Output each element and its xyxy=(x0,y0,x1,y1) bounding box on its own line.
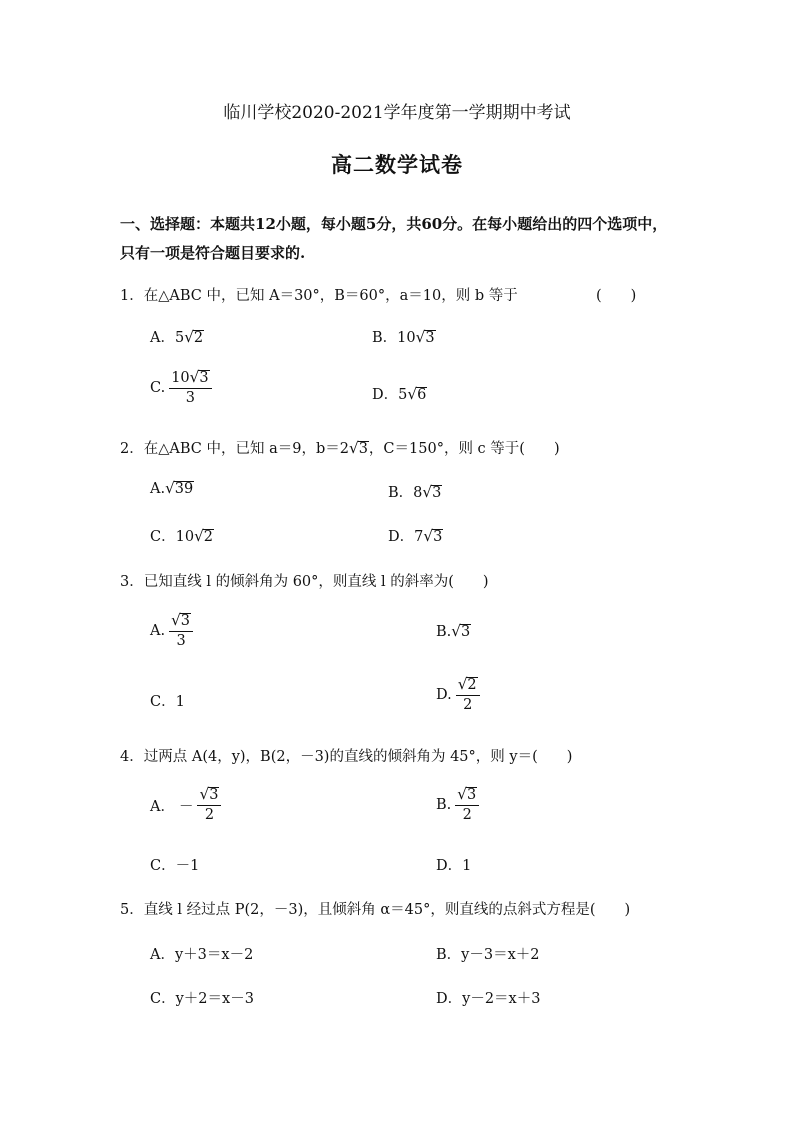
q5-option-b: B．y－3＝x＋2 xyxy=(436,947,540,963)
fraction: √ 3 2 xyxy=(197,787,221,823)
radical: √ 3 xyxy=(415,328,435,346)
radical: √ 3 xyxy=(422,483,442,501)
answer-paren: ( ) xyxy=(596,288,637,304)
fraction: √ 3 3 xyxy=(169,613,193,649)
fraction: √ 2 2 xyxy=(456,677,480,713)
question-number: 5． xyxy=(120,902,144,918)
radical: √ 3 xyxy=(423,527,443,545)
q3-option-d: D. √ 2 2 xyxy=(436,677,480,713)
q3-option-a: A. √ 3 3 xyxy=(150,613,193,649)
radical: √ 2 xyxy=(184,328,204,346)
exam-title: 临川学校2020-2021学年度第一学期期中考试 xyxy=(223,103,571,123)
question-stem: 在△ABC 中，已知 A＝30°，B＝60°，a＝10，则 b 等于 xyxy=(143,288,518,304)
radical: √ 6 xyxy=(407,385,427,403)
fraction: 10 √ 3 3 xyxy=(169,370,211,406)
q2-option-c: C．10 √ 2 xyxy=(150,527,213,545)
question-1 xyxy=(120,284,518,305)
question-stem: 已知直线 l 的倾斜角为 60°，则直线 l 的斜率为( ) xyxy=(143,574,489,590)
q2-option-b: B．8 √ 3 xyxy=(388,483,442,501)
q5-option-a: A．y＋3＝x－2 xyxy=(150,947,254,963)
question-2: 2．在△ABC 中，已知 a＝9，b＝2 √ 3 ，C＝150°，则 c 等于( ) xyxy=(120,439,560,457)
paper-subject-title: 高二数学试卷 xyxy=(331,152,463,177)
q2-option-d: D．7 √ 3 xyxy=(388,527,443,545)
radical: √ 2 xyxy=(194,527,213,545)
q1-option-b: B．10 √ 3 xyxy=(372,328,435,346)
q5-option-c: C．y＋2＝x－3 xyxy=(150,991,254,1007)
fraction: √ 3 2 xyxy=(455,787,479,823)
q1-option-d: D．5 √ 6 xyxy=(372,385,427,403)
q2-option-a: A. √ 39 xyxy=(150,479,194,497)
radical: √ 3 xyxy=(451,622,471,640)
question-number: 3． xyxy=(120,574,144,590)
question-5 xyxy=(120,898,630,919)
radical: √ 39 xyxy=(165,479,194,497)
q4-option-d: D．1 xyxy=(436,858,472,874)
question-4 xyxy=(120,745,572,766)
question-number: 4． xyxy=(120,749,144,765)
q4-option-b: B. √ 3 2 xyxy=(436,787,479,823)
question-stem: 过两点 A(4，y)，B(2，－3)的直线的倾斜角为 45°，则 y＝( ) xyxy=(143,749,573,765)
q5-option-d: D．y－2＝x＋3 xyxy=(436,991,541,1007)
q4-option-c: C．－1 xyxy=(150,858,200,874)
question-number: 1． xyxy=(120,288,144,304)
q3-option-c: C．1 xyxy=(150,694,185,710)
question-stem: 直线 l 经过点 P(2，－3)，且倾斜角 α＝45°，则直线的点斜式方程是( ) xyxy=(143,902,631,918)
q1-option-a: A．5 √ 2 xyxy=(150,328,204,346)
q1-option-c: C. 10 √ 3 3 xyxy=(150,370,212,406)
question-number: 2． xyxy=(120,441,144,457)
radical: √ 3 xyxy=(348,439,368,457)
section-instructions: 一、选择题：本题共12小题，每小题5分，共60分。在每小题给出的四个选项中，只有一项是符合题目要求的. xyxy=(120,215,668,262)
question-3 xyxy=(120,570,489,591)
q4-option-a: A． － √ 3 2 xyxy=(150,787,221,823)
q3-option-b: B. √ 3 xyxy=(436,622,471,640)
